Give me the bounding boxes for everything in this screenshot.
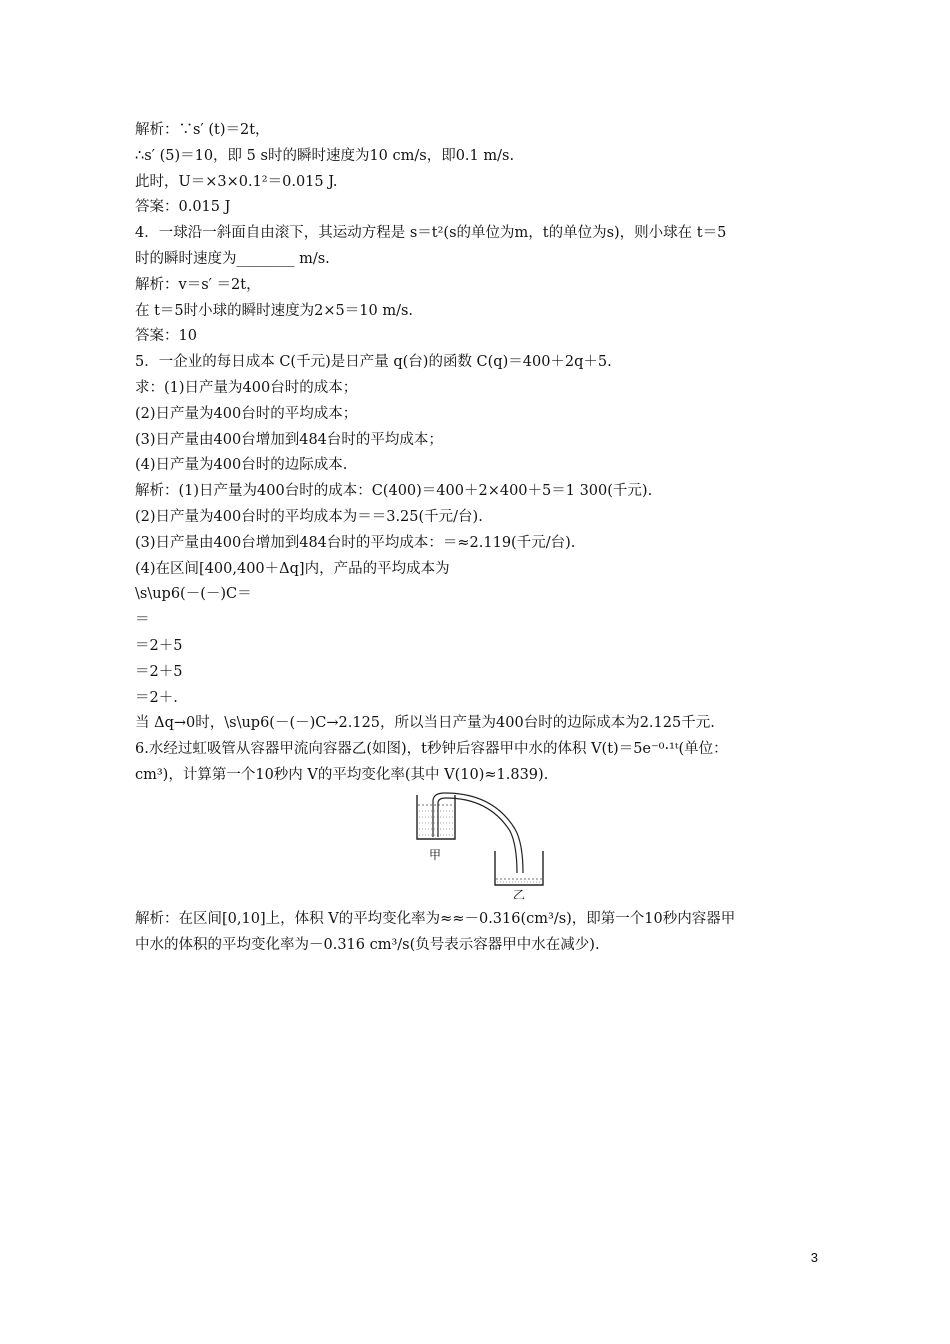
container-a — [417, 795, 455, 839]
text-line: ＝ — [135, 612, 150, 629]
text-line: 5．一企业的每日成本 C(千元)是日产量 q(台)的函数 C(q)＝400＋2q＋5. — [135, 354, 612, 371]
text-line: ∴s′ (5)＝10，即 5 s时的瞬时速度为10 cm/s，即0.1 m/s. — [135, 147, 515, 164]
text-line: (4)日产量为400台时的边际成本. — [135, 457, 348, 474]
siphon-diagram — [413, 791, 553, 899]
text-line: 解析：(1)日产量为400台时的成本：C(400)＝400＋2×400＋5＝1 300(千元). — [135, 483, 653, 500]
text-line: cm³)，计算第一个10秒内 V的平均变化率(其中 V(10)≈1.839). — [135, 766, 549, 783]
siphon-figure — [135, 791, 825, 901]
text-line: 在 t＝5时小球的瞬时速度为2×5＝10 m/s. — [135, 302, 414, 319]
text-line: (3)日产量由400台增加到484台时的平均成本：＝≈2.119(千元/台). — [135, 534, 576, 551]
text-line: ＝2＋5 — [135, 663, 183, 680]
text-before-figure — [135, 118, 825, 789]
text-after-figure — [135, 907, 825, 959]
text-line: (2)日产量为400台时的平均成本； — [135, 405, 358, 422]
text-line: 中水的体积的平均变化率为－0.316 cm³/s(负号表示容器甲中水在减少). — [135, 936, 600, 953]
text-line: 时的瞬时速度为________ m/s. — [135, 250, 330, 267]
text-line: (4)在区间[400,400＋Δq]内，产品的平均成本为 — [135, 560, 450, 577]
page-number: 3 — [810, 1250, 818, 1265]
text-line: 解析：在区间[0,10]上，体积 V的平均变化率为≈≈－0.316(cm³/s)，即第一个10秒内容器甲 — [135, 910, 736, 927]
text-line: 当 Δq→0时，\s\up6(－(－)C→2.125，所以当日产量为400台时的边际成本为2.125千元. — [135, 715, 715, 732]
container-b — [495, 851, 543, 885]
text-line: ＝2＋. — [135, 689, 178, 706]
text-line: 答案：10 — [135, 328, 197, 345]
text-line: 此时，U＝×3×0.1²＝0.015 J. — [135, 173, 338, 190]
label-a: 甲 — [429, 847, 442, 862]
text-line: 求：(1)日产量为400台时的成本； — [135, 379, 358, 396]
text-line: 解析：v＝s′ ＝2t， — [135, 276, 261, 293]
text-line: (3)日产量由400台增加到484台时的平均成本； — [135, 431, 443, 448]
text-line: \s\up6(－(－)C＝ — [135, 586, 252, 603]
text-line: 答案：0.015 J — [135, 199, 231, 216]
text-line: 解析：∵s′ (t)＝2t， — [135, 122, 270, 138]
label-b: 乙 — [513, 887, 526, 899]
text-line: ＝2＋5 — [135, 637, 183, 654]
text-line: 4．一球沿一斜面自由滚下，其运动方程是 s＝t²(s的单位为m，t的单位为s)，则小球在 t＝5 — [135, 225, 727, 242]
text-line: (2)日产量为400台时的平均成本为＝＝3.25(千元/台). — [135, 508, 483, 525]
text-line: 6.水经过虹吸管从容器甲流向容器乙(如图)，t秒钟后容器甲中水的体积 V(t)＝5e⁻⁰·¹ᵗ(单位： — [135, 741, 728, 758]
page-content — [135, 118, 825, 958]
